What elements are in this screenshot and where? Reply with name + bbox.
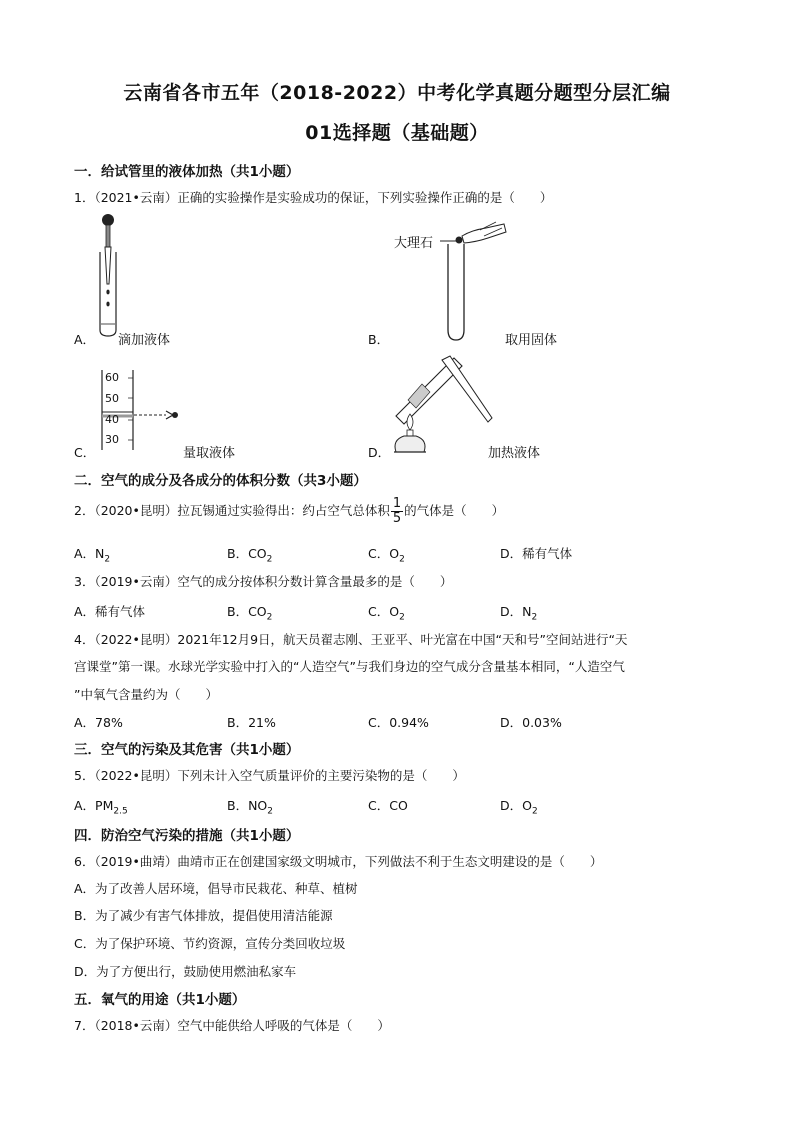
q2-option-b: B．$CO_2$ xyxy=(227,546,273,565)
question-5-stem: 5．（2022•昆明）下列未计入空气质量评价的主要污染物的是（ ） xyxy=(74,768,465,783)
q4-option-c: C．0.94% xyxy=(368,715,429,730)
question-4-line-1: 4．（2022•昆明）2021年12月9日，航天员翟志刚、王亚平、叶光富在中国“天和号”空间站进行“天 xyxy=(74,632,628,647)
document-title: 云南省各市五年（2018-2022）中考化学真题分题型分层汇编 xyxy=(123,82,671,104)
question-6-stem: 6．（2019•曲靖）曲靖市正在创建国家级文明城市，下列做法不利于生态文明建设的是（ ） xyxy=(74,854,603,869)
q5-option-b: B．$NO_2$ xyxy=(227,798,273,817)
q1-marble-label: 大理石 xyxy=(394,236,434,251)
question-4-line-2: 宫课堂”第一课。水球光学实验中打入的“人造空气”与我们身边的空气成分含量基本相同，“人造空气 xyxy=(74,659,625,674)
q4-option-a: A．78% xyxy=(74,715,123,730)
q5-option-d: D．$O_2$ xyxy=(500,798,538,817)
section-heading-2: 二．空气的成分及各成分的体积分数（共3小题） xyxy=(74,473,367,489)
document-subtitle: 01选择题（基础题） xyxy=(305,122,489,144)
q3-option-a: A．稀有气体 xyxy=(74,604,146,619)
q1-option-c-label: 量取液体 xyxy=(183,446,236,461)
q1-option-d-label: 加热液体 xyxy=(488,446,541,461)
section-heading-5: 五．氧气的用途（共1小题） xyxy=(74,992,246,1008)
q1-option-c-letter: C． xyxy=(74,445,96,460)
q6-option-d: D．为了方便出行，鼓励使用燃油私家车 xyxy=(74,964,297,979)
q6-option-a: A．为了改善人居环境，倡导市民栽花、种草、植树 xyxy=(74,881,358,896)
q3-option-c: C．$O_2$ xyxy=(368,604,405,623)
question-7-stem: 7．（2018•云南）空气中能供给人呼吸的气体是（ ） xyxy=(74,1018,390,1033)
question-3-stem: 3．（2019•云南）空气的成分按体积分数计算含量最多的是（ ） xyxy=(74,574,453,589)
q5-option-c: C．CO xyxy=(368,798,408,813)
q2-option-a: A．$N_2$ xyxy=(74,546,111,565)
test-tube-hand-illustration xyxy=(440,218,512,342)
section-heading-3: 三．空气的污染及其危害（共1小题） xyxy=(74,742,300,758)
q1-option-a-label: 滴加液体 xyxy=(118,333,171,348)
section-heading-1: 一．给试管里的液体加热（共1小题） xyxy=(74,164,300,180)
q6-option-c: C．为了保护环境、节约资源，宣传分类回收垃圾 xyxy=(74,936,346,951)
question-1-stem: 1．（2021•云南）正确的实验操作是实验成功的保证，下列实验操作正确的是（ ） xyxy=(74,190,553,205)
q1-option-a-letter: A． xyxy=(74,332,96,347)
alcohol-lamp-illustration xyxy=(392,356,496,456)
cylinder-tick-60: 60 xyxy=(105,371,119,384)
q2-option-d: D．稀有气体 xyxy=(500,546,573,561)
q3-option-b: B．$CO_2$ xyxy=(227,604,273,623)
q1-option-b-letter: B． xyxy=(368,332,390,347)
q5-option-a: A．$PM_{2.5}$ xyxy=(74,798,128,817)
cylinder-tick-30: 30 xyxy=(105,433,119,446)
q3-option-d: D．$N_2$ xyxy=(500,604,538,623)
q4-option-b: B．21% xyxy=(227,715,276,730)
cylinder-tick-50: 50 xyxy=(105,392,119,405)
fraction-denominator: 5 xyxy=(392,511,402,526)
fraction-numerator: 1 xyxy=(392,496,402,511)
q1-option-d-letter: D． xyxy=(368,445,391,460)
q6-option-b: B．为了减少有害气体排放，提倡使用清洁能源 xyxy=(74,908,333,923)
q4-option-d: D．0.03% xyxy=(500,715,562,730)
q2-stem-after: 的气体是（ ） xyxy=(404,503,505,518)
q1-option-b-label: 取用固体 xyxy=(505,333,558,348)
section-heading-4: 四．防治空气污染的措施（共1小题） xyxy=(74,828,300,844)
question-2-stem xyxy=(74,497,504,526)
fraction-one-fifth xyxy=(391,497,403,526)
question-4-line-3: ”中氧气含量约为（ ） xyxy=(74,687,218,702)
q2-option-c: C．$O_2$ xyxy=(368,546,405,565)
cylinder-tick-40: 40 xyxy=(105,413,119,426)
dropper-illustration xyxy=(96,212,126,340)
q2-stem-before: 2．（2020•昆明）拉瓦锡通过实验得出：约占空气总体积 xyxy=(74,503,390,518)
